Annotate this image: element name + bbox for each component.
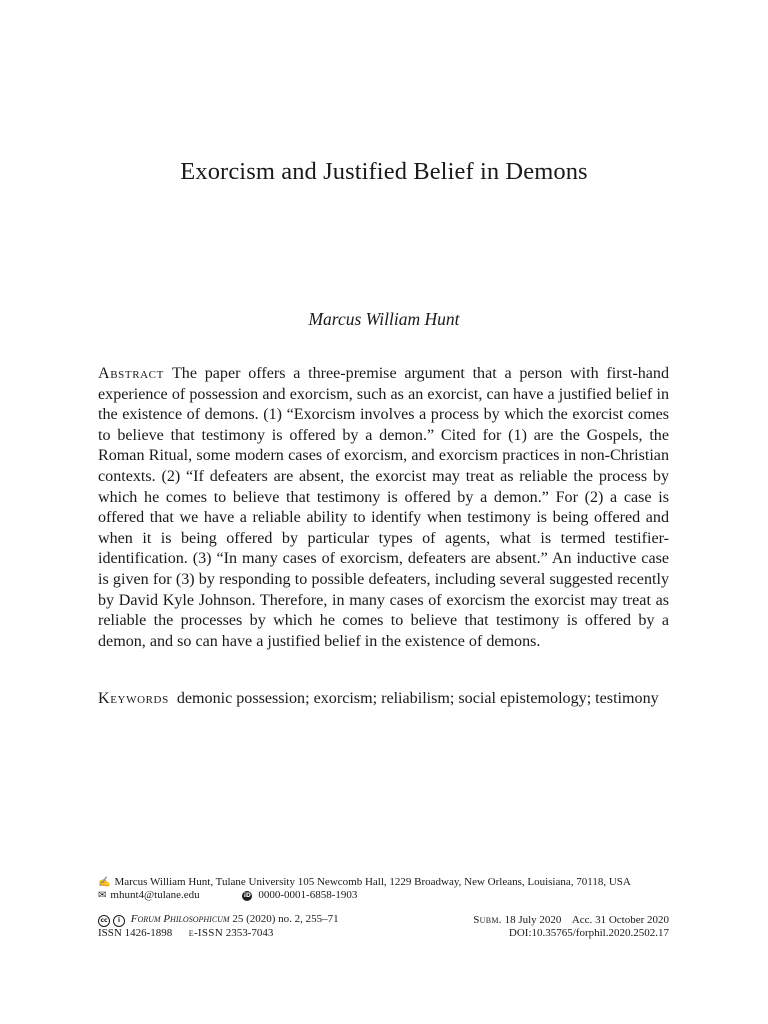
keywords-label: Keywords bbox=[98, 690, 169, 707]
abstract-text: The paper offers a three-premise argument that a person with first-hand experience of possession and exorcism, such as an exorcist, can have a justified belief in the existence of demons. (1) “Exorcism involves a process by which the exorcist comes to believe that testimony is offered by a demon.” Cited for (1) are the Gospels, the Roman Ritual, some modern cases of exorcism, and exorcism practices in non-Christian contexts. (2) “If defeaters are absent, the exorcist may treat as reliable the process by which he comes to believe that testimony is offered by a demon.” For (2) a case is offered that we have a reliable ability to identify when testimony is being offered and when it is being offered by particular types of agents, what is termed testifier-identification. (3) “In many cases of exorcism, defeaters are absent.” An inductive case is given for (3) by responding to possible defeaters, including several suggested recently by David Kyle Johnson. Therefore, in many cases of exorcism the exorcist may treat as reliable the processes by which he comes to believe that testimony is offered by a demon, and so can have a justified belief in the existence of demons. bbox=[98, 365, 669, 650]
author-orcid[interactable]: 0000-0001-6858-1903 bbox=[258, 889, 358, 901]
author-email[interactable]: mhunt4@tulane.edu bbox=[110, 889, 200, 901]
submitted-label: Subm. bbox=[473, 913, 502, 926]
author-name: Marcus William Hunt bbox=[308, 309, 460, 329]
creative-commons-icon: cc bbox=[98, 915, 110, 927]
abstract bbox=[98, 364, 669, 652]
address-row bbox=[98, 876, 669, 889]
publication-info bbox=[98, 913, 669, 940]
author-contact bbox=[98, 876, 669, 902]
envelope-pen-icon: ✍ bbox=[98, 877, 111, 888]
journal-citation: 25 (2020) no. 2, 255–71 bbox=[232, 913, 339, 925]
issn-left bbox=[98, 927, 273, 940]
issn: ISSN 1426-1898 bbox=[98, 927, 173, 939]
issn-row bbox=[98, 927, 669, 940]
email-icon: ✉ bbox=[98, 890, 107, 901]
attribution-icon: i bbox=[113, 915, 125, 927]
abstract-label: Abstract bbox=[98, 365, 164, 382]
paper-title: Exorcism and Justified Belief in Demons bbox=[180, 158, 588, 185]
orcid-icon: iD bbox=[243, 891, 251, 899]
author-address: Marcus William Hunt, Tulane University 105 Newcomb Hall, 1229 Broadway, New Orleans, Louisiana, 70118, USA bbox=[114, 876, 631, 888]
journal-name: Forum Philosophicum bbox=[130, 913, 230, 925]
citation-left bbox=[98, 913, 339, 927]
contact-row bbox=[98, 889, 669, 902]
citation-row bbox=[98, 913, 669, 927]
submitted-date: 18 July 2020 bbox=[504, 913, 562, 926]
keywords bbox=[98, 689, 669, 710]
eissn-label: e-ISSN bbox=[188, 927, 223, 939]
doi[interactable]: DOI:10.35765/forphil.2020.2502.17 bbox=[508, 927, 669, 939]
dates bbox=[473, 914, 669, 927]
eissn: 2353-7043 bbox=[225, 927, 274, 939]
accepted-label: Acc. bbox=[571, 913, 593, 926]
accepted-date: 31 October 2020 bbox=[595, 913, 669, 926]
keywords-text: demonic possession; exorcism; reliabilism; social epistemology; testimony bbox=[176, 690, 659, 707]
